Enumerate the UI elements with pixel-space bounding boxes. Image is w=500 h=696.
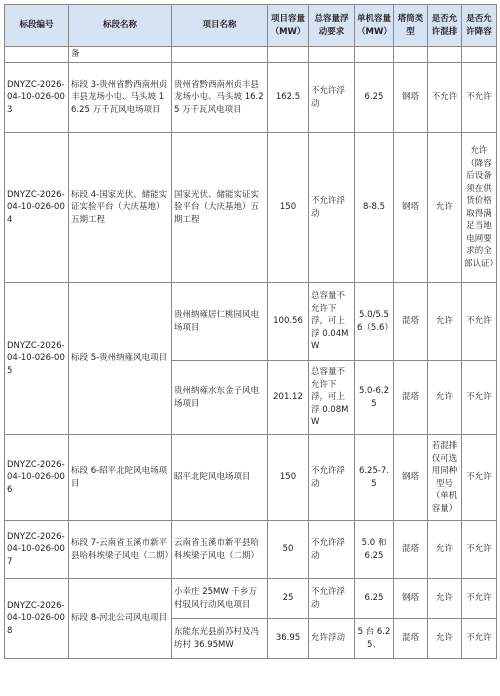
tower-type: 混塔 [394,619,428,659]
capacity-float: 允许浮动 [309,619,355,659]
derate-allowed: 不允许 [462,435,497,521]
continued-note: 备 [69,47,172,63]
project-capacity: 25 [268,579,309,619]
unit-capacity: 8-8.5 [355,133,394,283]
project-name: 国家光伏、储能实证实验平台（大庆基地）五期工程 [172,133,268,283]
mixed-allowed: 允许 [428,361,462,435]
table-row [5,579,497,619]
header-tower-type: 塔筒类型 [394,5,428,47]
project-name: 贵州纳雍居仁桃园风电场项目 [172,283,268,361]
mixed-allowed: 允许 [428,283,462,361]
derate-allowed: 不允许 [462,579,497,619]
table-row [5,133,497,283]
derate-allowed: 允许（降容后设备须在供货价格取得满足当地电网要求的全部认证） [462,133,497,283]
tower-type: 钢塔 [394,133,428,283]
mixed-allowed: 若混排仅可选用同种型号（单机容量） [428,435,462,521]
header-project-name: 项目名称 [172,5,268,47]
header-section-code: 标段编号 [5,5,69,47]
section-name: 标段 5-贵州纳雍风电项目 [69,283,172,435]
table-row [5,63,497,133]
mixed-allowed: 允许 [428,133,462,283]
table-row [5,283,497,361]
derate-allowed: 不允许 [462,521,497,579]
header-derate-allowed: 是否允许降容 [462,5,497,47]
section-code: DNYZC-2026-04-10-026-006 [5,435,69,521]
capacity-float: 不允许浮动 [309,435,355,521]
header-section-name: 标段名称 [69,5,172,47]
project-capacity: 50 [268,521,309,579]
section-name: 标段 3-贵州省黔西南州贞丰县龙场小屯、马头坡 16.25 万千瓦风电场项目 [69,63,172,133]
header-capacity-float: 总容量浮动要求 [309,5,355,47]
section-name: 标段 8-河北公司风电项目 [69,579,172,659]
tower-type: 钢塔 [394,579,428,619]
table-row [5,521,497,579]
project-capacity: 36.95 [268,619,309,659]
capacity-float: 总容量不允许下浮，可上浮 0.04MW [309,283,355,361]
mixed-allowed: 允许 [428,579,462,619]
unit-capacity: 5 台 6.25、 [355,619,394,659]
tower-type: 钢塔 [394,63,428,133]
derate-allowed: 不允许 [462,283,497,361]
section-name: 标段 6-昭平北陀风电场项目 [69,435,172,521]
unit-capacity: 5.0 和 6.25 [355,521,394,579]
table-row [5,435,497,521]
section-name: 标段 4-国家光伏、储能实证实验平台（大庆基地）五期工程 [69,133,172,283]
project-name: 贵州省黔西南州贞丰县龙场小屯、马头坡 16.25 万千瓦风电项目 [172,63,268,133]
section-code: DNYZC-2026-04-10-026-005 [5,283,69,435]
header-project-capacity: 项目容量（MW） [268,5,309,47]
derate-allowed: 不允许 [462,361,497,435]
capacity-float: 不允许浮动 [309,521,355,579]
unit-capacity: 5.0-6.25 [355,361,394,435]
unit-capacity: 6.25 [355,63,394,133]
capacity-float: 不允许浮动 [309,579,355,619]
tower-type: 混塔 [394,283,428,361]
header-mixed-allowed: 是否允许混排 [428,5,462,47]
capacity-float: 总容量不允许下浮，可上浮 0.08MW [309,361,355,435]
unit-capacity: 5.0/5.56（5.6） [355,283,394,361]
project-name: 昭平北陀风电场项目 [172,435,268,521]
section-code: DNYZC-2026-04-10-026-007 [5,521,69,579]
table-row [5,47,497,63]
unit-capacity: 6.25 [355,579,394,619]
section-code: DNYZC-2026-04-10-026-004 [5,133,69,283]
project-capacity: 150 [268,133,309,283]
project-capacity: 150 [268,435,309,521]
tower-type: 钢塔 [394,435,428,521]
mixed-allowed: 允许 [428,521,462,579]
mixed-allowed: 允许 [428,619,462,659]
derate-allowed: 不允许 [462,63,497,133]
project-capacity: 100.56 [268,283,309,361]
derate-allowed: 不允许 [462,619,497,659]
header-unit-capacity: 单机容量（MW） [355,5,394,47]
capacity-float: 不允许浮动 [309,63,355,133]
tower-type: 混塔 [394,521,428,579]
project-name: 云南省玉溪市新平县哈科埃梁子风电（二期） [172,521,268,579]
project-capacity: 201.12 [268,361,309,435]
unit-capacity: 6.25-7.5 [355,435,394,521]
section-name: 标段 7-云南省玉溪市新平县哈科埃梁子风电（二期） [69,521,172,579]
project-name: 贵州纳雍水东金子风电场项目 [172,361,268,435]
bid-section-table [4,4,497,659]
project-name: 小幸庄 25MW 千乡万村驭风行动风电项目 [172,579,268,619]
project-name: 东能东光县前苏村及冯坊村 36.95MW [172,619,268,659]
section-code: DNYZC-2026-04-10-026-008 [5,579,69,659]
project-capacity: 162.5 [268,63,309,133]
tower-type: 混塔 [394,361,428,435]
header-row [5,5,497,47]
mixed-allowed: 不允许 [428,63,462,133]
section-code: DNYZC-2026-04-10-026-003 [5,63,69,133]
capacity-float: 不允许浮动 [309,133,355,283]
